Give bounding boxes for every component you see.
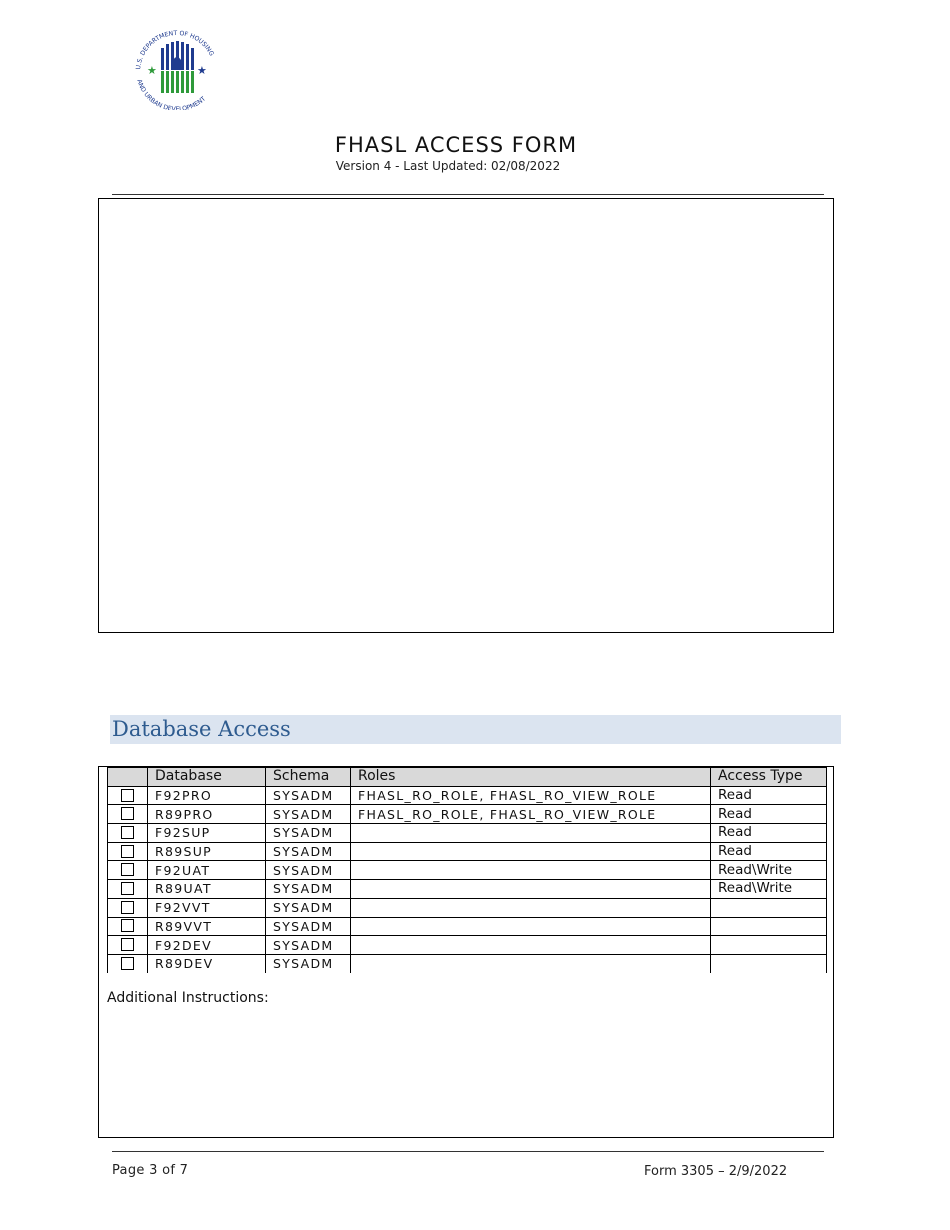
form-content-box bbox=[98, 198, 834, 633]
access-type-cell: Read bbox=[711, 805, 827, 824]
row-checkbox[interactable] bbox=[121, 901, 134, 914]
row-checkbox[interactable] bbox=[121, 919, 134, 932]
access-type-cell: Read bbox=[711, 786, 827, 805]
database-cell: R89PRO bbox=[148, 805, 266, 824]
schema-cell: SYSADM bbox=[266, 917, 351, 936]
roles-cell: FHASL_RO_ROLE, FHASL_RO_VIEW_ROLE bbox=[351, 786, 711, 805]
table-row bbox=[108, 861, 827, 880]
schema-cell: SYSADM bbox=[266, 954, 351, 972]
row-checkbox[interactable] bbox=[121, 863, 134, 876]
table-row bbox=[108, 936, 827, 955]
roles-cell bbox=[351, 954, 711, 972]
hud-seal-logo bbox=[130, 30, 224, 110]
column-header-roles: Roles bbox=[351, 768, 711, 787]
database-access-table bbox=[107, 767, 827, 973]
access-type-cell bbox=[711, 917, 827, 936]
schema-cell: SYSADM bbox=[266, 824, 351, 843]
svg-text:★: ★ bbox=[147, 64, 157, 77]
footer-divider bbox=[112, 1151, 824, 1152]
svg-text:U.S. DEPARTMENT OF HOUSING: U.S. DEPARTMENT OF HOUSING bbox=[135, 30, 215, 70]
schema-cell: SYSADM bbox=[266, 842, 351, 861]
table-row bbox=[108, 805, 827, 824]
roles-cell bbox=[351, 842, 711, 861]
row-checkbox[interactable] bbox=[121, 807, 134, 820]
database-cell: F92PRO bbox=[148, 786, 266, 805]
table-row bbox=[108, 898, 827, 917]
database-cell: R89VVT bbox=[148, 917, 266, 936]
access-type-cell: Read bbox=[711, 842, 827, 861]
table-row bbox=[108, 842, 827, 861]
column-header-schema: Schema bbox=[266, 768, 351, 787]
roles-cell bbox=[351, 917, 711, 936]
database-cell: F92DEV bbox=[148, 936, 266, 955]
schema-cell: SYSADM bbox=[266, 898, 351, 917]
roles-cell: FHASL_RO_ROLE, FHASL_RO_VIEW_ROLE bbox=[351, 805, 711, 824]
database-cell: F92UAT bbox=[148, 861, 266, 880]
additional-instructions-label: Additional Instructions: bbox=[107, 990, 269, 1006]
database-cell: F92VVT bbox=[148, 898, 266, 917]
access-type-cell: Read\Write bbox=[711, 861, 827, 880]
schema-cell: SYSADM bbox=[266, 786, 351, 805]
column-header-select bbox=[108, 768, 148, 787]
access-type-cell bbox=[711, 954, 827, 972]
section-heading-database-access: Database Access bbox=[110, 715, 841, 744]
row-checkbox[interactable] bbox=[121, 938, 134, 951]
row-checkbox[interactable] bbox=[121, 826, 134, 839]
roles-cell bbox=[351, 861, 711, 880]
form-number: Form 3305 – 2/9/2022 bbox=[644, 1164, 788, 1179]
table-row bbox=[108, 880, 827, 899]
table-row bbox=[108, 954, 827, 972]
svg-text:★: ★ bbox=[197, 64, 207, 77]
row-checkbox[interactable] bbox=[121, 845, 134, 858]
table-row bbox=[108, 824, 827, 843]
roles-cell bbox=[351, 880, 711, 899]
row-checkbox[interactable] bbox=[121, 789, 134, 802]
column-header-database: Database bbox=[148, 768, 266, 787]
access-type-cell: Read bbox=[711, 824, 827, 843]
svg-text:AND URBAN DEVELOPMENT: AND URBAN DEVELOPMENT bbox=[135, 78, 208, 110]
schema-cell: SYSADM bbox=[266, 805, 351, 824]
row-checkbox[interactable] bbox=[121, 957, 134, 970]
access-type-cell: Read\Write bbox=[711, 880, 827, 899]
access-type-cell bbox=[711, 936, 827, 955]
form-version: Version 4 - Last Updated: 02/08/2022 bbox=[335, 159, 561, 173]
schema-cell: SYSADM bbox=[266, 861, 351, 880]
database-cell: R89DEV bbox=[148, 954, 266, 972]
header-divider bbox=[112, 194, 824, 195]
table-row bbox=[108, 786, 827, 805]
schema-cell: SYSADM bbox=[266, 936, 351, 955]
roles-cell bbox=[351, 898, 711, 917]
form-title: FHASL ACCESS FORM bbox=[334, 133, 578, 157]
roles-cell bbox=[351, 936, 711, 955]
row-checkbox[interactable] bbox=[121, 882, 134, 895]
database-cell: R89UAT bbox=[148, 880, 266, 899]
table-row bbox=[108, 917, 827, 936]
schema-cell: SYSADM bbox=[266, 880, 351, 899]
database-cell: R89SUP bbox=[148, 842, 266, 861]
column-header-access-type: Access Type bbox=[711, 768, 827, 787]
page-number: Page 3 of 7 bbox=[112, 1163, 189, 1178]
table-header-row bbox=[108, 768, 827, 787]
roles-cell bbox=[351, 824, 711, 843]
access-type-cell bbox=[711, 898, 827, 917]
database-cell: F92SUP bbox=[148, 824, 266, 843]
